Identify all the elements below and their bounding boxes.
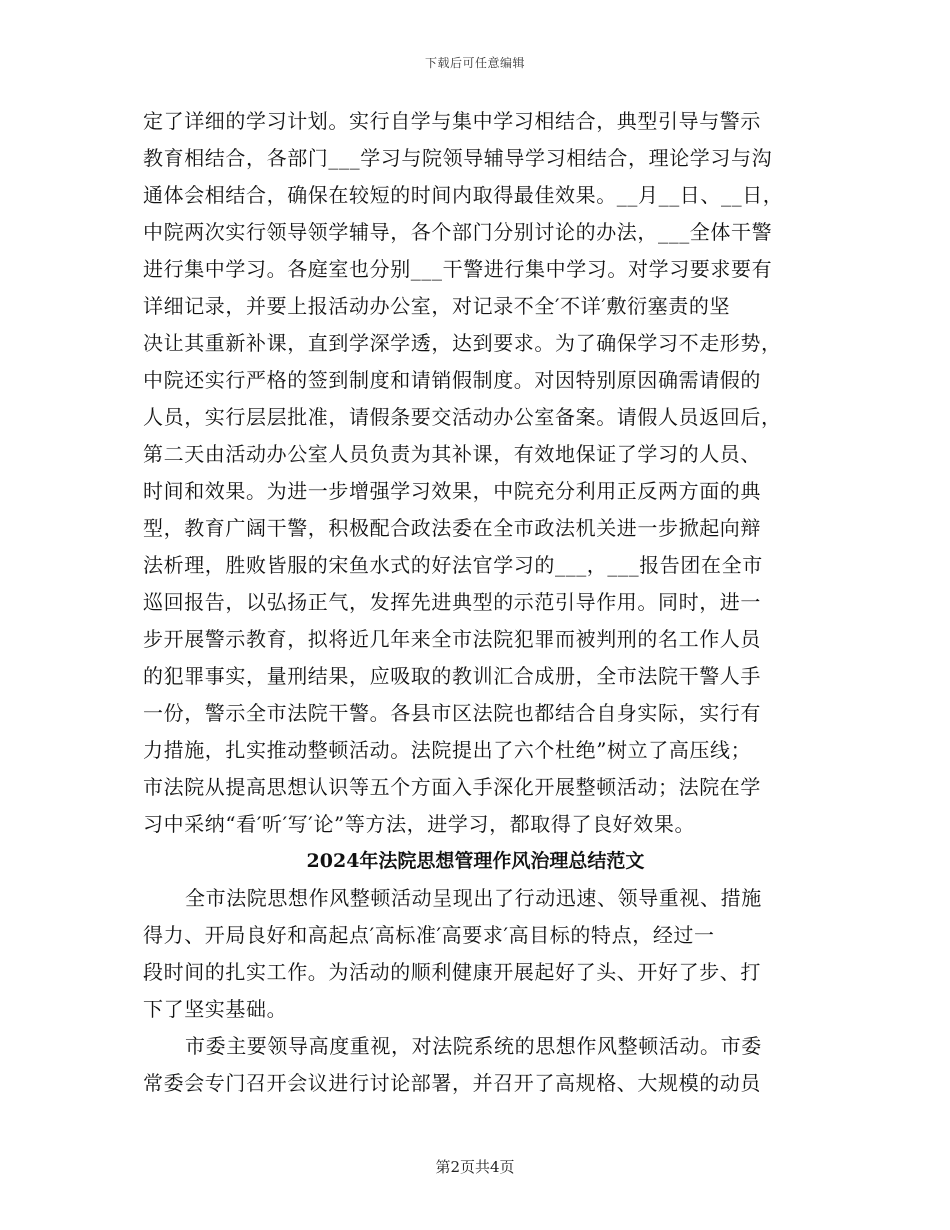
body-line: 人员，实行层层批准，请假条要交活动办公室备案。请假人员返回后，: [143, 405, 782, 429]
body-line: 时间和效果。为进一步增强学习效果，中院充分利用正反两方面的典: [143, 479, 761, 503]
page-number-footer: 第2页共4页: [435, 1158, 515, 1176]
document-body: [143, 103, 808, 1102]
body-line: 步开展警示教育，拟将近几年来全市法院犯罪而被判刑的名工作人员: [143, 627, 761, 651]
body-line: 决让其重新补课，直到学深学透，达到要求。为了确保学习不走形势，: [143, 331, 782, 355]
paragraph-line: 段时间的扎实工作。为活动的顺利健康开展起好了头、开好了步、打: [143, 960, 761, 984]
body-line: 一份，警示全市法院干警。各县市区法院也都结合自身实际，实行有: [143, 701, 761, 725]
body-line: 习中采纳“看′听′写′论”等方法，进学习，都取得了良好效果。: [143, 812, 696, 836]
body-line: 详细记录，并要上报活动办公室，对记录不全′不详′敷衍塞责的坚: [143, 294, 731, 318]
body-line: 法析理，胜败皆服的宋鱼水式的好法官学习的___，___报告团在全市: [143, 553, 763, 577]
body-line: 力措施，扎实推动整顿活动。法院提出了六个杜绝”树立了高压线；: [143, 738, 752, 762]
body-line: 的犯罪事实，量刑结果，应吸取的教训汇合成册，全市法院干警人手: [143, 664, 761, 688]
body-line: 进行集中学习。各庭室也分别___干警进行集中学习。对学习要求要有: [143, 257, 773, 281]
paragraph-line: 得力、开局良好和高起点′高标准′高要求′高目标的特点，经过一: [143, 923, 715, 947]
paragraph-line: 常委会专门召开会议进行讨论部署，并召开了高规格、大规模的动员: [143, 1071, 761, 1095]
body-line: 中院还实行严格的签到制度和请销假制度。对因特别原因确需请假的: [143, 368, 761, 392]
body-line: 教育相结合，各部门___学习与院领导辅导学习相结合，理论学习与沟: [143, 146, 773, 170]
paragraph-line: 市委主要领导高度重视，对法院系统的思想作风整顿活动。市委: [185, 1034, 762, 1058]
paragraph-line: 全市法院思想作风整顿活动呈现出了行动迅速、领导重视、措施: [185, 886, 762, 910]
body-line: 市法院从提高思想认识等五个方面入手深化开展整顿活动；法院在学: [143, 775, 761, 799]
body-line: 第二天由活动办公室人员负责为其补课，有效地保证了学习的人员、: [143, 442, 761, 466]
paragraph-line: 下了坚实基础。: [143, 997, 288, 1021]
body-line: 型，教育广阔干警，积极配合政法委在全市政法机关进一步掀起向辩: [143, 516, 761, 540]
body-line: 定了详细的学习计划。实行自学与集中学习相结合，典型引导与警示: [143, 109, 761, 133]
page-header-note: 下载后可任意编辑: [424, 56, 525, 70]
body-line: 巡回报告，以弘扬正气，发挥先进典型的示范引导作用。同时，进一: [143, 590, 761, 614]
body-line: 通体会相结合，确保在较短的时间内取得最佳效果。__月__日、__日，: [143, 183, 784, 207]
body-line: 中院两次实行领导领学辅导，各个部门分别讨论的办法，___全体干警: [143, 220, 773, 244]
section-title: 2024年法院思想管理作风治理总结范文: [306, 850, 645, 872]
